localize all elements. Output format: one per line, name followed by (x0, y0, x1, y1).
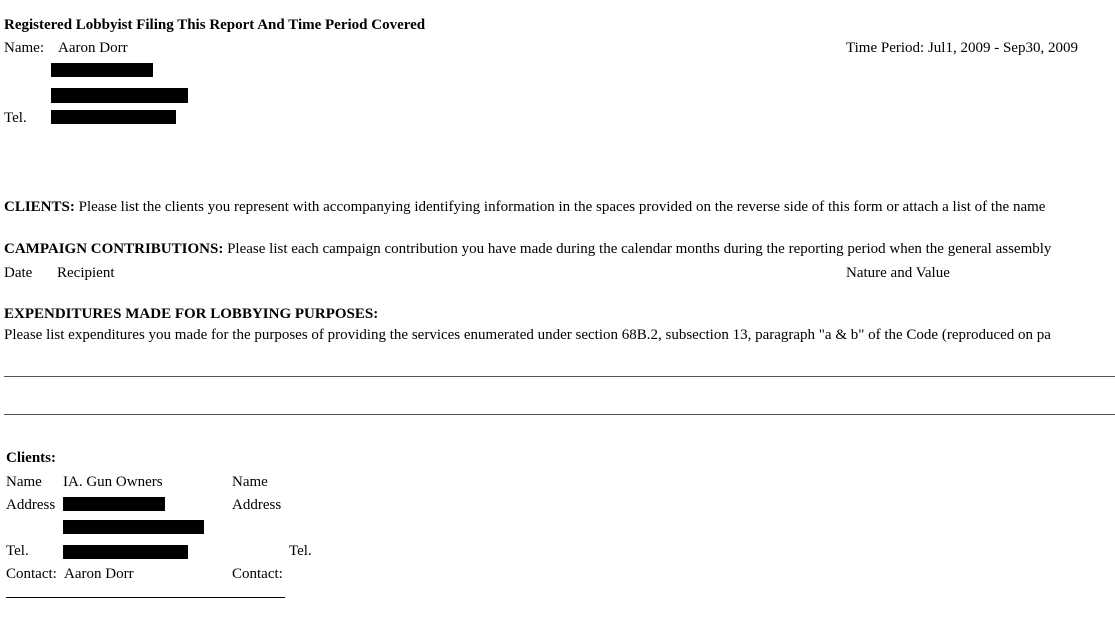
client2-address-label: Address (232, 497, 282, 513)
redacted-client-tel (63, 545, 188, 559)
client1-name-label: Name (6, 474, 42, 490)
time-period: Time Period: Jul1, 2009 - Sep30, 2009 (846, 40, 1078, 56)
clients-heading: CLIENTS: (4, 199, 75, 215)
clients-block-heading: Clients: (6, 450, 56, 466)
expenditure-line-1 (4, 376, 1115, 377)
lobbyist-name-label: Name: (4, 40, 44, 56)
expenditures-text: Please list expenditures you made for the purposes of providing the services enumerated under section 68B.2, subsection 13, paragraph "a & b" of the Code (reproduced on pa (4, 327, 1051, 343)
redacted-tel (51, 110, 176, 124)
redacted-address-line-1 (51, 63, 153, 77)
col-nature-value: Nature and Value (846, 265, 950, 281)
col-recipient: Recipient (57, 265, 115, 281)
clients-text: Please list the clients you represent with accompanying identifying information in the spaces provided on the reverse side of this form or attach a list of the name (74, 199, 1046, 215)
client2-contact-label: Contact: (232, 566, 283, 582)
col-date: Date (4, 265, 33, 281)
client2-name-label: Name (232, 474, 268, 490)
clients-divider (6, 597, 285, 598)
lobbyist-tel-label: Tel. (4, 110, 27, 126)
expenditure-line-2 (4, 414, 1115, 415)
clients-instructions (4, 200, 1045, 215)
client1-contact-value: Aaron Dorr (64, 566, 134, 582)
campaign-instructions (4, 242, 1051, 257)
lobbyist-name-value: Aaron Dorr (58, 40, 128, 56)
redacted-client-address-1 (63, 497, 165, 511)
client2-tel-label: Tel. (289, 543, 312, 559)
campaign-heading: CAMPAIGN CONTRIBUTIONS: (4, 241, 224, 257)
client1-contact-label: Contact: (6, 566, 57, 582)
report-title: Registered Lobbyist Filing This Report And Time Period Covered (4, 17, 426, 33)
redacted-client-address-2 (63, 520, 204, 534)
client1-name-value: IA. Gun Owners (63, 474, 163, 490)
campaign-text: Please list each campaign contribution you have made during the calendar months during the reporting period when the general assembly (223, 241, 1052, 257)
client1-address-label: Address (6, 497, 56, 513)
redacted-address-line-2 (51, 88, 188, 103)
expenditures-heading: EXPENDITURES MADE FOR LOBBYING PURPOSES: (4, 306, 379, 322)
client1-tel-label: Tel. (6, 543, 29, 559)
